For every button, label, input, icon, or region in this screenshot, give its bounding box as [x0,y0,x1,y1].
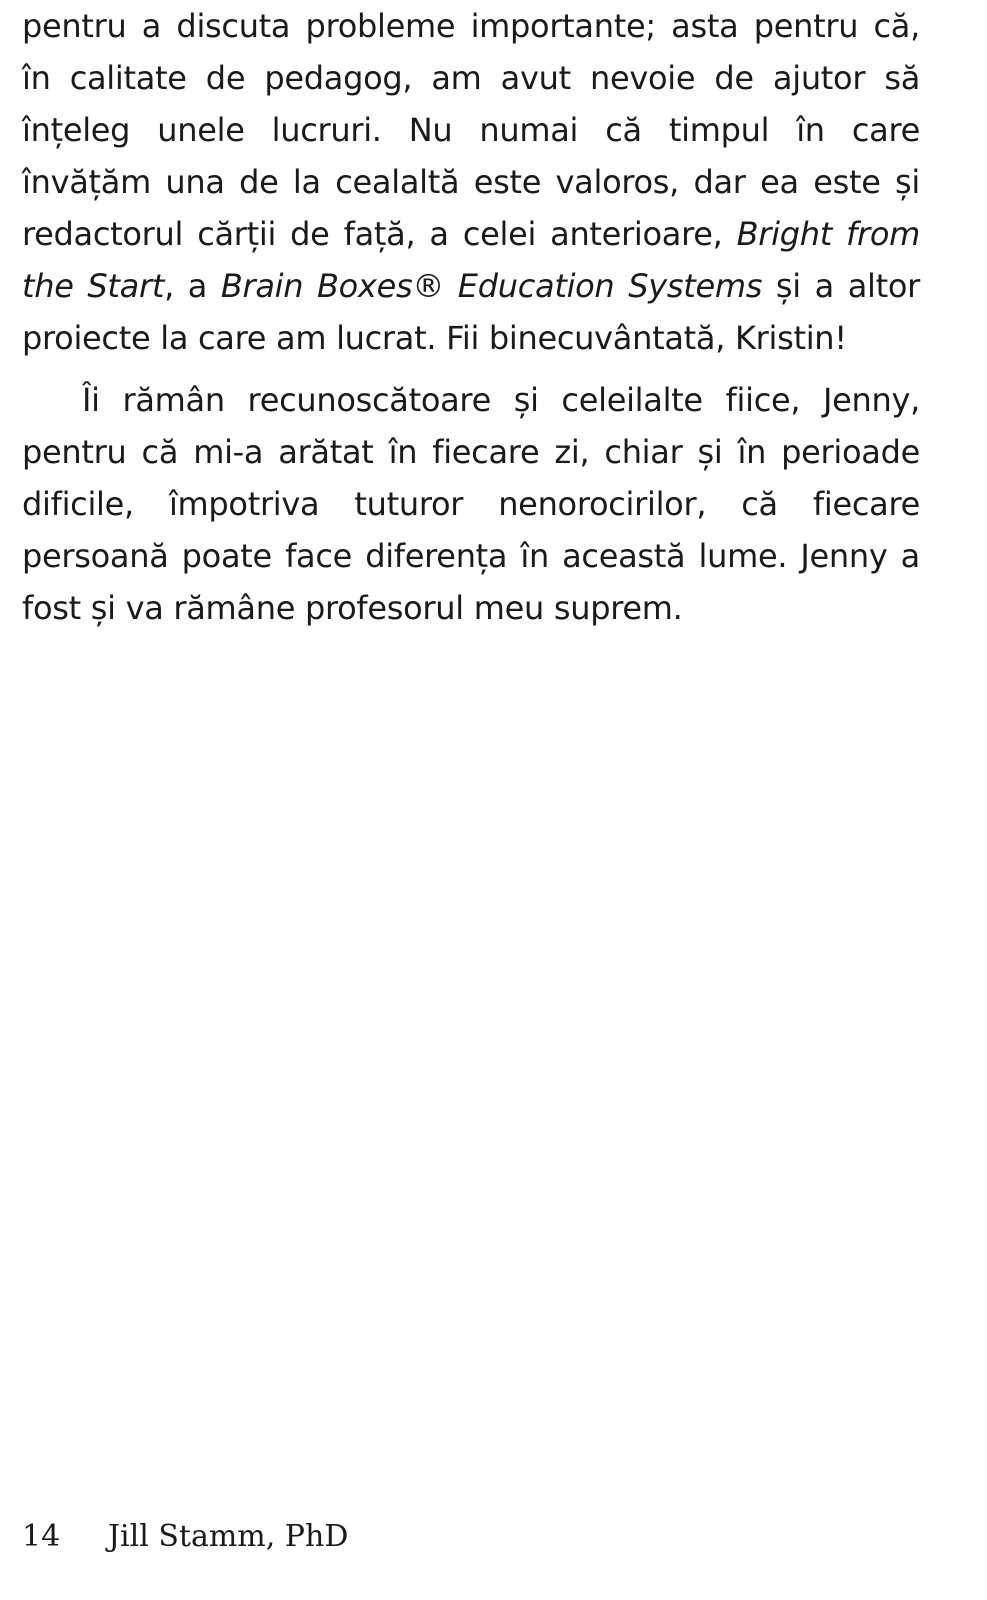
book-title-italic: the Start [22,267,165,305]
paragraph-gap [22,364,920,374]
paragraph-1 [22,0,920,364]
page-number: 14 [22,1519,61,1554]
text-line: învățăm una de la cealaltă este valoros, dar ea este și [22,163,920,201]
text-line: Îi rămân recunoscătoare și celeilalte fiice, Jenny, [82,381,920,419]
text-line: persoană poate face diferența în această lume. Jenny a [22,537,920,575]
book-title-italic: Bright from [736,215,921,253]
text-line: the Start, a Brain Boxes® Education Systems și a altor [22,267,920,305]
text-line: pentru a discuta probleme importante; asta pentru că, [22,7,920,45]
page-footer [22,1515,348,1559]
paragraph-2 [22,374,920,634]
running-author: Jill Stamm, PhD [108,1519,349,1554]
text-line: proiecte la care am lucrat. Fii binecuvântată, Kristin! [22,319,847,357]
text-line: dificile, împotriva tuturor nenorocirilor, că fiecare [22,485,920,523]
body-text [22,0,920,634]
text-line: înțeleg unele lucruri. Nu numai că timpul în care [22,111,920,149]
text-line: redactorul cărții de față, a celei anterioare, Bright from [22,215,921,253]
text-line: fost și va rămâne profesorul meu suprem. [22,589,683,627]
product-title-italic: Brain Boxes® Education Systems [220,267,763,305]
text-line: în calitate de pedagog, am avut nevoie de ajutor să [22,59,920,97]
text-line: pentru că mi-a arătat în fiecare zi, chiar și în perioade [22,433,920,471]
